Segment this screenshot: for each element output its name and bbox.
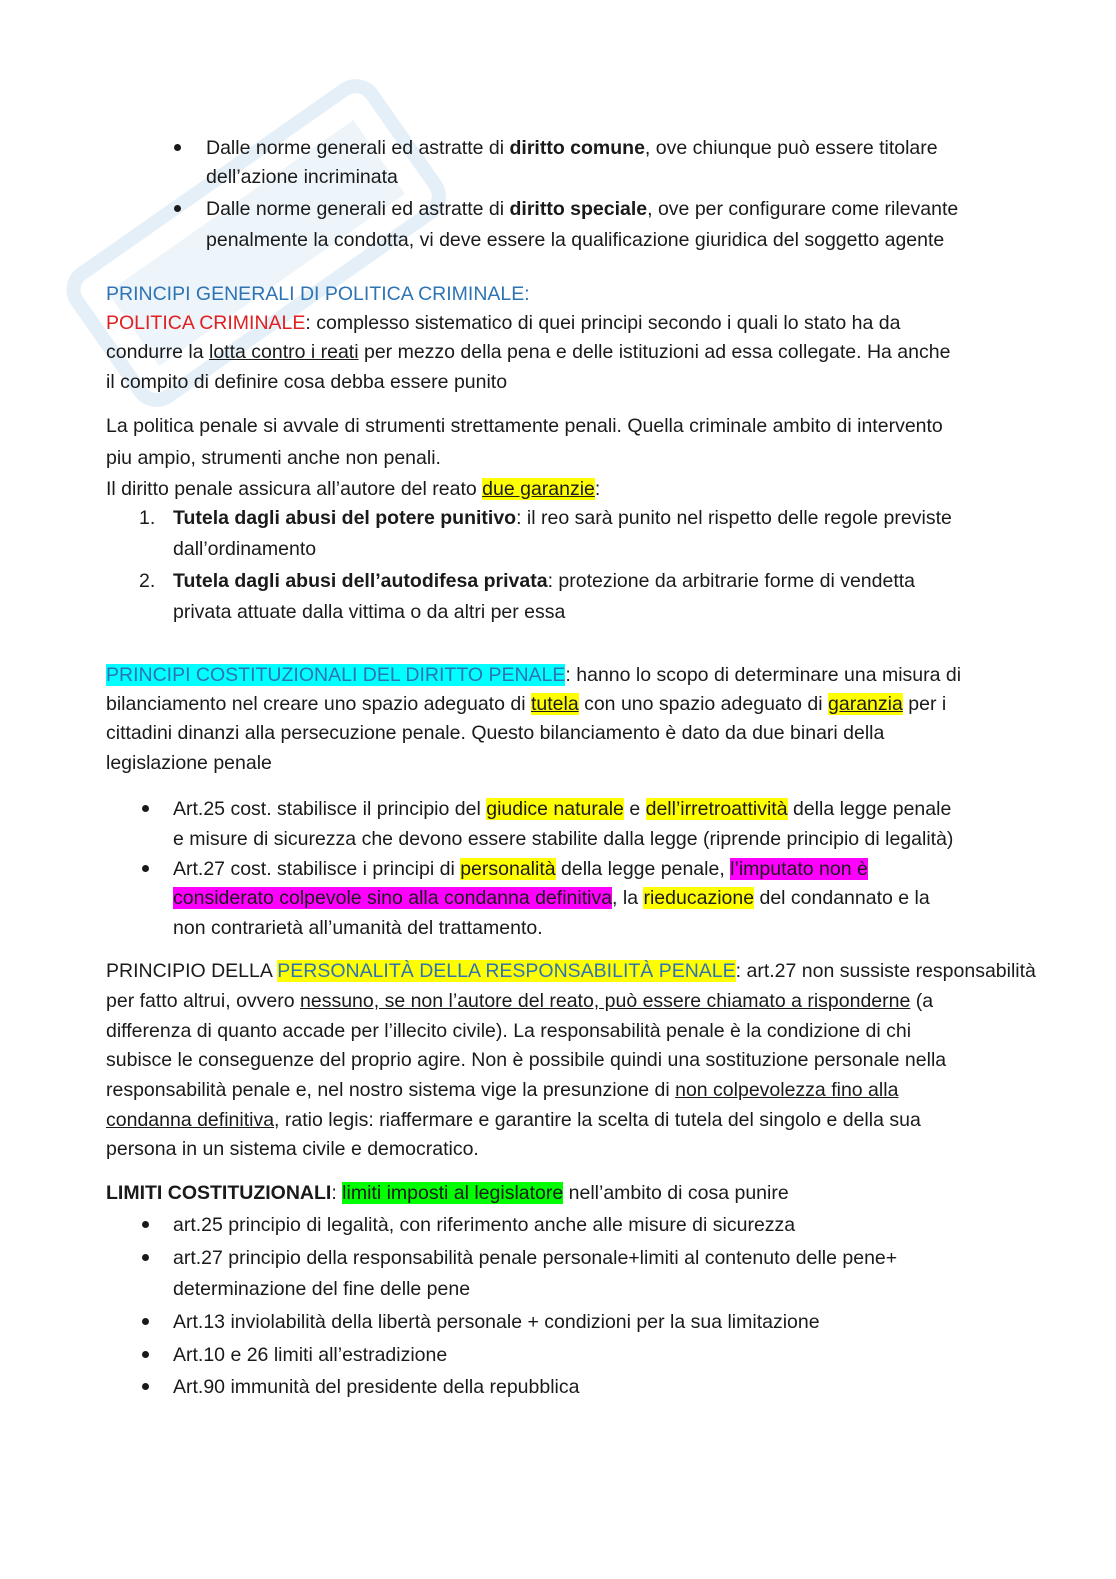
intro-bullet-2-cont: penalmente la condotta, vi deve essere la qualificazione giuridica del soggetto agente <box>206 229 945 251</box>
list-number: 2. <box>139 570 156 592</box>
limiti-item-4: Art.10 e 26 limiti all’estradizione <box>173 1344 448 1366</box>
garanzia-2-cont: privata attuate dalla vittima o da altri per essa <box>173 601 566 623</box>
bullet-icon <box>142 865 149 872</box>
politica-penale-line1: La politica penale si avvale di strumenti strettamente penali. Quella criminale ambito di intervento <box>106 415 943 437</box>
bullet-icon <box>142 1351 149 1358</box>
limiti-item-5: Art.90 immunità del presidente della repubblica <box>173 1376 580 1398</box>
art27-bullet-cont1: considerato colpevole sino alla condanna definitiva, la rieducazione del condannato e la <box>173 887 930 909</box>
personalita-line4: subisce le conseguenze del proprio agire. Non è possibile quindi una sostituzione personale nella <box>106 1049 947 1071</box>
personalita-line2: per fatto altrui, ovvero nessuno, se non l’autore del reato, può essere chiamato a risponderne (a <box>106 990 934 1012</box>
costituzionali-line4: legislazione penale <box>106 752 272 774</box>
bullet-icon <box>174 144 181 151</box>
section-heading-principi-generali: PRINCIPI GENERALI DI POLITICA CRIMINALE: <box>106 283 530 305</box>
politica-criminale-line2: condurre la lotta contro i reati per mezzo della pena e delle istituzioni ad essa collegate. Ha anche <box>106 341 951 363</box>
intro-bullet-2: Dalle norme generali ed astratte di diritto speciale, ove per configurare come rilevante <box>206 198 959 220</box>
personalita-line5: responsabilità penale e, nel nostro sistema vige la presunzione di non colpevolezza fino alla <box>106 1079 899 1101</box>
art25-bullet-cont: e misure di sicurezza che devono essere stabilite dalla legge (riprende principio di legalità) <box>173 828 954 850</box>
bullet-icon <box>174 205 181 212</box>
bullet-icon <box>142 805 149 812</box>
intro-bullet-1: Dalle norme generali ed astratte di diritto comune, ove chiunque può essere titolare <box>206 137 938 159</box>
costituzionali-line2: bilanciamento nel creare uno spazio adeguato di tutela con uno spazio adeguato di garanzia per i <box>106 693 947 715</box>
personalita-line6: condanna definitiva, ratio legis: riaffermare e garantire la scelta di tutela del singolo e della sua <box>106 1109 921 1131</box>
bullet-icon <box>142 1383 149 1390</box>
art25-bullet: Art.25 cost. stabilisce il principio del giudice naturale e dell’irretroattività della legge penale <box>173 798 952 820</box>
garanzia-1: Tutela dagli abusi del potere punitivo: il reo sarà punito nel rispetto delle regole previste <box>173 507 952 529</box>
list-number: 1. <box>139 507 156 529</box>
limiti-item-1: art.25 principio di legalità, con riferimento anche alle misure di sicurezza <box>173 1214 796 1236</box>
garanzia-1-cont: dall’ordinamento <box>173 538 317 560</box>
politica-penale-line2: piu ampio, strumenti anche non penali. <box>106 447 441 469</box>
costituzionali-line1: PRINCIPI COSTITUZIONALI DEL DIRITTO PENALE: hanno lo scopo di determinare una misura di <box>106 664 962 686</box>
bullet-icon <box>142 1221 149 1228</box>
bullet-icon <box>142 1254 149 1261</box>
limiti-item-2: art.27 principio della responsabilità penale personale+limiti al contenuto delle pene+ <box>173 1247 898 1269</box>
garanzia-2: Tutela dagli abusi dell’autodifesa privata: protezione da arbitrarie forme di vendetta <box>173 570 916 592</box>
limiti-item-3: Art.13 inviolabilità della libertà personale + condizioni per la sua limitazione <box>173 1311 820 1333</box>
personalita-line7: persona in un sistema civile e democratico. <box>106 1138 479 1160</box>
personalita-line3: differenza di quanto accade per l’illecito civile). La responsabilità penale è la condizione di chi <box>106 1020 912 1042</box>
art27-bullet: Art.27 cost. stabilisce i principi di personalità della legge penale, l’imputato non è <box>173 858 868 880</box>
art27-bullet-cont2: non contrarietà all’umanità del trattamento. <box>173 917 543 939</box>
garanzie-intro: Il diritto penale assicura all’autore del reato due garanzie: <box>106 478 601 500</box>
costituzionali-line3: cittadini dinanzi alla persecuzione penale. Questo bilanciamento è dato da due binari della <box>106 722 885 744</box>
limiti-heading: LIMITI COSTITUZIONALI: limiti imposti al legislatore nell’ambito di cosa punire <box>106 1182 789 1204</box>
limiti-item-2-cont: determinazione del fine delle pene <box>173 1278 471 1300</box>
intro-bullet-1-cont: dell’azione incriminata <box>206 166 398 188</box>
personalita-line1: PRINCIPIO DELLA PERSONALITÀ DELLA RESPONSABILITÀ PENALE: art.27 non sussiste responsabilità <box>106 960 1036 982</box>
bullet-icon <box>142 1318 149 1325</box>
politica-criminale-line3: il compito di definire cosa debba essere punito <box>106 371 508 393</box>
politica-criminale-def: POLITICA CRIMINALE: complesso sistematico di quei principi secondo i quali lo stato ha da <box>106 312 901 334</box>
